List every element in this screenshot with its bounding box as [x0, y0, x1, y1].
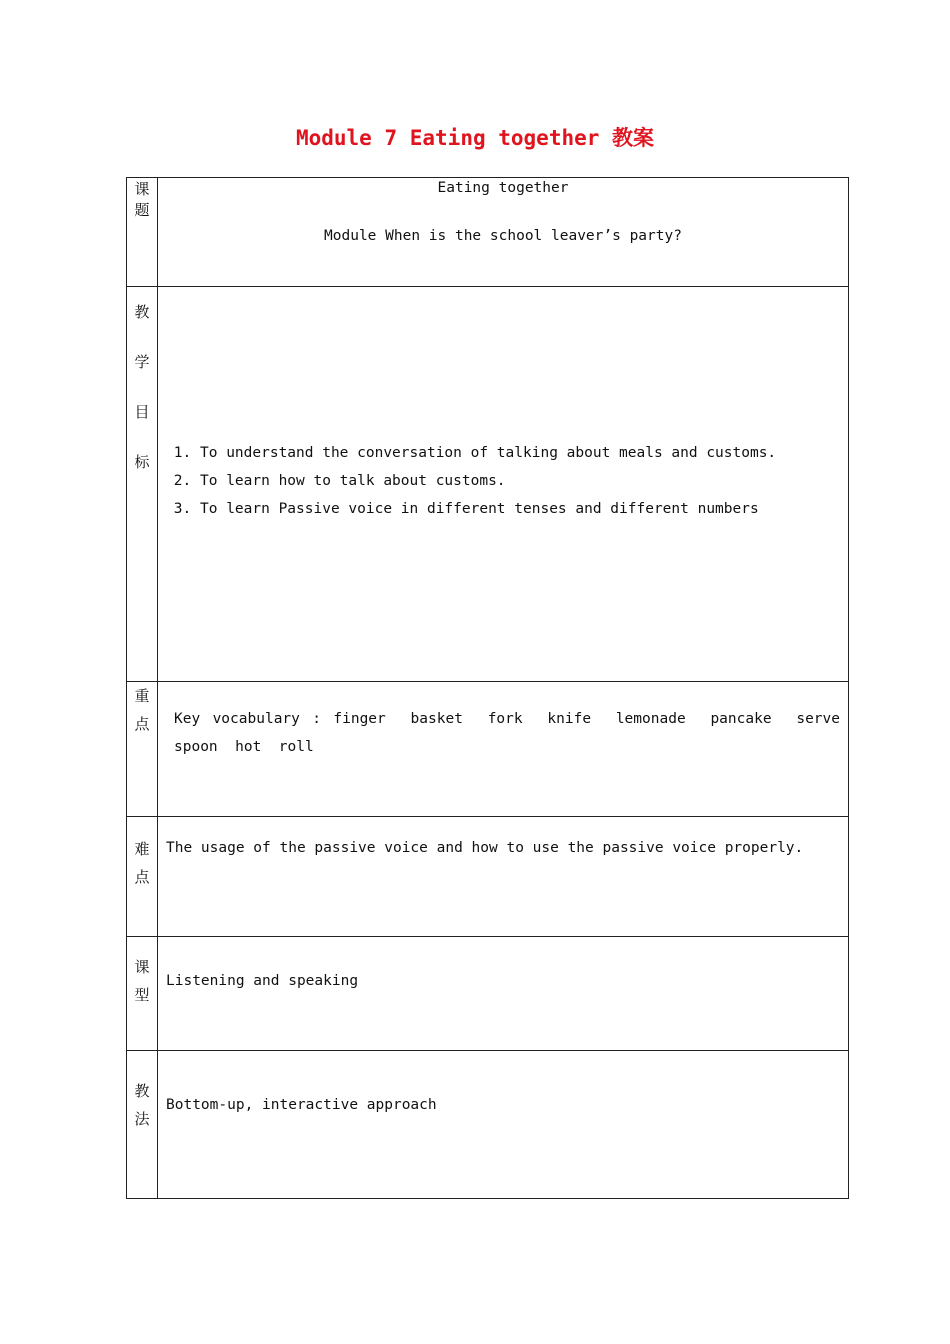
objectives-row [127, 287, 849, 682]
topic-label-cell [127, 178, 158, 287]
key-points-row [127, 682, 849, 817]
difficulties-label: 难点 [134, 840, 150, 886]
topic-line-2: Module When is the school leaver’s party? [324, 228, 682, 244]
method-label: 教法 [134, 1082, 150, 1128]
lesson-plan-table [126, 177, 858, 1199]
topic-row [127, 178, 849, 287]
key-vocabulary-text: Key vocabulary : finger basket fork knife lemonade pancake serve spoon hot roll [174, 711, 858, 755]
difficulties-row [127, 817, 849, 937]
objectives-list [158, 287, 848, 523]
method-content-cell [158, 1051, 849, 1199]
lesson-type-row [127, 937, 849, 1051]
lesson-type-label: 课型 [134, 958, 150, 1004]
objectives-content-cell [158, 287, 849, 682]
document-title: Module 7 Eating together 教案 [295, 126, 655, 150]
objectives-label: 教学目标 [134, 303, 150, 471]
difficulties-content-cell [158, 817, 849, 937]
topic-line-1: Eating together [437, 180, 569, 196]
objective-item: 1. To understand the conversation of talking about meals and customs. [200, 439, 848, 467]
difficulties-label-cell [127, 817, 158, 937]
method-text: Bottom-up, interactive approach [166, 1097, 437, 1113]
objective-item: 2. To learn how to talk about customs. [200, 467, 848, 495]
lesson-type-content-cell [158, 937, 849, 1051]
topic-label: 课题 [134, 180, 150, 219]
lesson-type-text: Listening and speaking [166, 973, 359, 989]
objectives-label-cell [127, 287, 158, 682]
topic-content-cell [158, 178, 849, 287]
key-points-label: 重点 [134, 687, 150, 733]
objective-item: 3. To learn Passive voice in different tenses and different numbers [200, 495, 848, 523]
method-row [127, 1051, 849, 1199]
lesson-type-label-cell [127, 937, 158, 1051]
method-label-cell [127, 1051, 158, 1199]
key-points-label-cell [127, 682, 158, 817]
difficulties-text: The usage of the passive voice and how to use the passive voice properly. [166, 840, 804, 856]
key-points-content-cell [158, 682, 858, 817]
